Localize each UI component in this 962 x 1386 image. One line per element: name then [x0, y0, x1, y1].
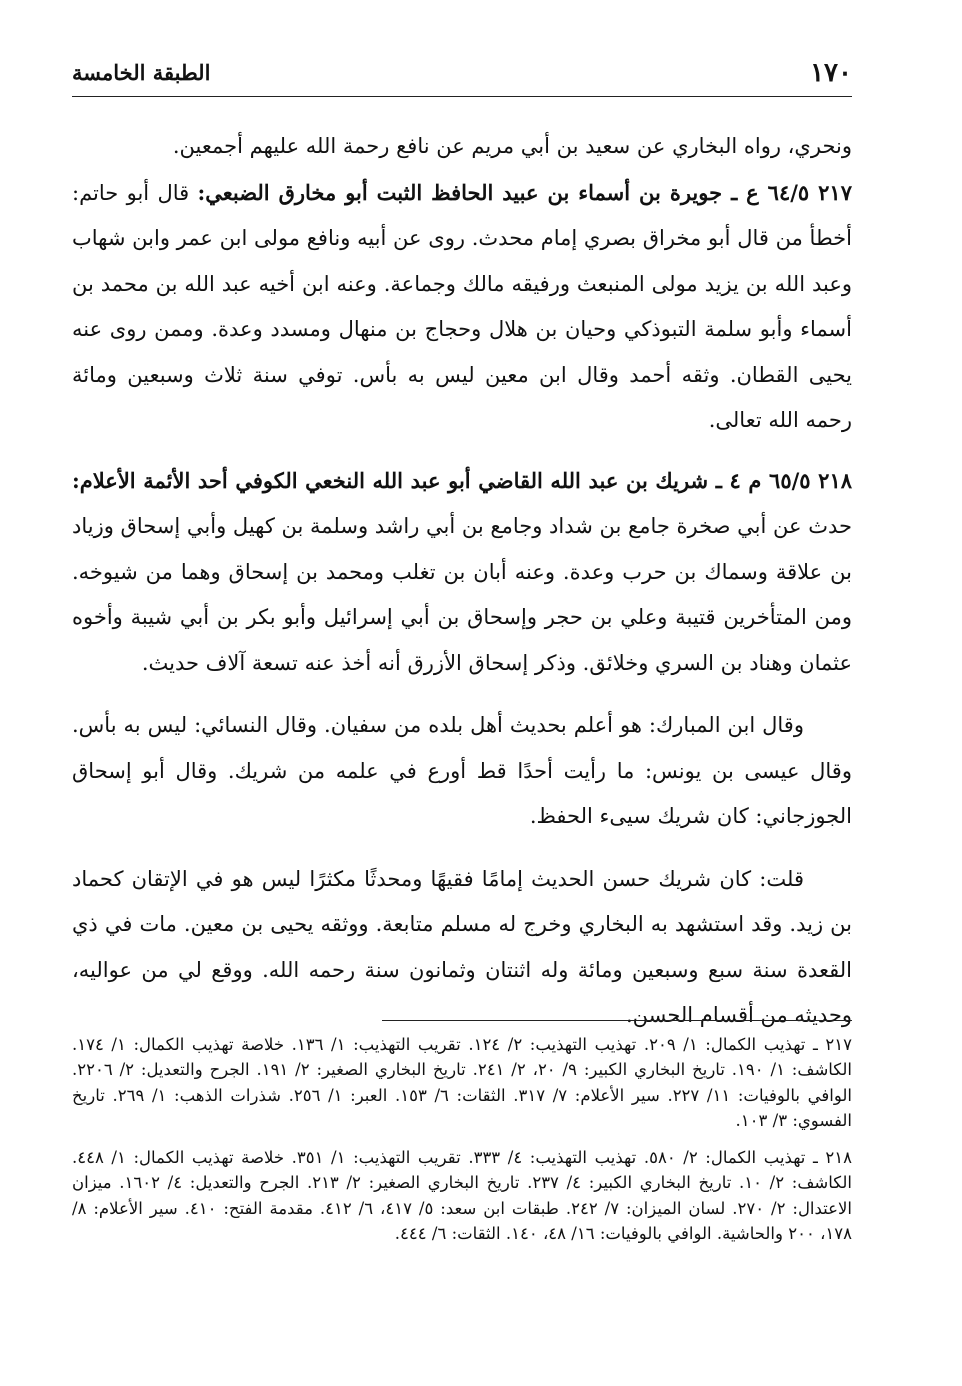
paragraph-qultu: قلت: كان شريك حسن الحديث إمامًا فقيهًا ومحدثًا مكثرًا ليس هو في الإتقان كحماد بن زيد. وقد استشهد به البخاري وخرج له مسلم متابعة. ووثقه يحيى بن معين. مات في ذي القعدة سنة سبع وسبعين ومائة وله اثنتان وثمانون سنة رحمه الله. ووقع لي من عواليه، وحديثه من أقسام الحسن. — [72, 866, 852, 1027]
running-title: الطبقة الخامسة — [72, 60, 211, 85]
paragraph-ibn-mubarak: وقال ابن المبارك: هو أعلم بحديث أهل بلده من سفيان. وقال النسائي: ليس به بأس. وقال عيسى بن يونس: ما رأيت أحدًا قط أورع في علمه من شريك. وقال أبو إسحاق الجوزجاني: كان شريك سيىء الحفظ. — [72, 713, 852, 828]
book-page — [72, 0, 852, 1386]
entry-217-heading: ٢١٧ ٦٤/٥ ع ـ جويرة بن أسماء بن عبيد الحافظ الثبت أبو مخارق الضبعي: — [197, 179, 852, 205]
footnote-divider — [382, 1020, 852, 1021]
spacer — [72, 686, 852, 703]
entry-217-text: قال أبو حاتم: أخطأ من قال أبو مخراق بصري إمام محدث. روى عن أبيه ونافع مولى ابن عمر وابن شهاب وعبد الله بن يزيد مولى المنبعث ورفيقه مالك وجماعة. وعنه ابن أخيه عبد الله بن محمد بن أسماء وأبو سلمة التبوذكي وحيان بن هلال وحجاج بن منهال ومسدد وعدة. وممن روى عنه يحيى القطان. وثقه أحمد وقال ابن معين ليس به بأس. توفي سنة ثلاث وسبعين ومائة رحمه الله تعالى. — [72, 180, 852, 432]
entry-218 — [72, 458, 852, 687]
footnotes — [72, 1032, 852, 1246]
spacer — [72, 840, 852, 857]
spacer — [72, 1133, 852, 1145]
header-divider — [72, 96, 852, 97]
entry-218-heading: ٢١٨ ٦٥/٥ م ٤ ـ شريك بن عبد الله القاضي أبو عبد الله النخعي الكوفي أحد الأئمة الأعلام: — [72, 467, 853, 493]
main-text — [72, 124, 852, 1039]
page-header — [72, 58, 852, 92]
footnote-218: ٢١٨ ـ تهذيب الكمال: ٢/ ٥٨٠. تهذيب التهذيب: ٤/ ٣٣٣. تقريب التهذيب: ١/ ٣٥١. خلاصة تهذيب الكمال: ١/ ٤٤٨. الكاشف: ٢/ ١٠. تاريخ البخاري الكبير: ٤/ ٢٣٧. تاريخ البخاري الصغير: ٢/ ٢١٣. الجرح والتعديل: ٤/ ١٦٠٢. ميزان الاعتدال: ٢/ ٢٧٠. لسان الميزان: ٧/ ٢٤٢. طبقات ابن سعد: ٥/ ٤١٧، ٦/ ٤١٢. مقدمة الفتح: ٤١٠. سير الأعلام: ٨/ ١٧٨، ٢٠٠ والحاشية. الوافي بالوفيات: ١٦/ ٤٨، ١٤٠. الثقات: ٦/ ٤٤٤. — [72, 1148, 853, 1244]
paragraph-continuation: ونحري، رواه البخاري عن سعيد بن أبي مريم عن نافع رحمة الله عليهم أجمعين. — [172, 134, 852, 158]
entry-218-text: حدث عن أبي صخرة جامع بن شداد وجامع بن أبي راشد وسلمة بن كهيل وأبي إسحاق وزياد بن علاقة وسماك بن حرب وعدة. وعنه أبان بن تغلب ومحمد بن إسحاق وهما من شيوخه. ومن المتأخرين قتيبة وعلي بن حجر وإسحاق بن أبي إسرائيل وأبو بكر بن أبي شيبة وأخوه عثمان وهناد بن السري وخلائق. وذكر إسحاق الأزرق أنه أخذ عنه تسعة آلاف حديث. — [72, 514, 853, 675]
entry-217 — [72, 170, 852, 444]
footnote-217: ٢١٧ ـ تهذيب الكمال: ١/ ٢٠٩. تهذيب التهذيب: ٢/ ١٢٤. تقريب التهذيب: ١/ ١٣٦. خلاصة تهذيب الكمال: ١/ ١٧٤. الكاشف: ١/ ١٩٠. تاريخ البخاري الكبير: ٩/ ٢٠، ٢/ ٢٤١. تاريخ البخاري الصغير: ٢/ ١٩١. الجرح والتعديل: ٢/ ٢٢٠٦. الوافي بالوفيات: ١١/ ٢٢٧. سير الأعلام: ٧/ ٣١٧. الثقات: ٦/ ١٥٣. العبر: ١/ ٢٥٦. شذرات الذهب: ١/ ٢٦٩. تاريخ الفسوي: ٣/ ١٠٣. — [72, 1035, 853, 1130]
spacer — [72, 444, 852, 458]
page-number: ١٧٠ — [810, 58, 852, 88]
